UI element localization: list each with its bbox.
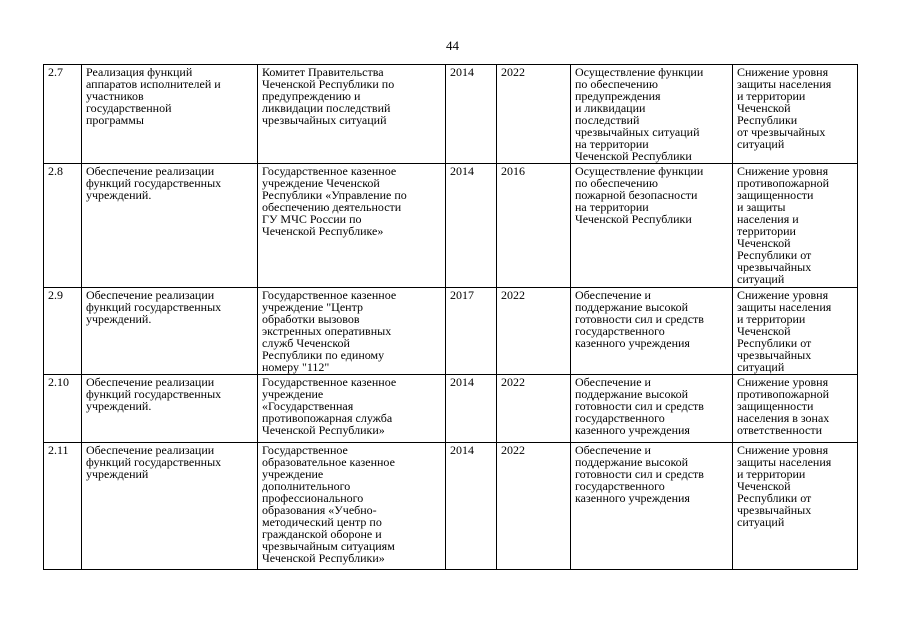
consequence-cell: Снижение уровня противопожарной защищенности и защиты населения и территории Чеченской Республики от чрезвычайных ситуаций	[733, 164, 858, 288]
table-row	[44, 443, 858, 570]
start-year-cell: 2017	[446, 288, 497, 375]
measure-name-cell: Обеспечение реализации функций государственных учреждений.	[82, 164, 258, 288]
start-year-cell: 2014	[446, 65, 497, 164]
measures-table	[43, 64, 858, 570]
expected-result-cell: Осуществление функции по обеспечению пожарной безопасности на территории Чеченской Республики	[571, 164, 733, 288]
consequence-cell: Снижение уровня защиты населения и территории Чеченской Республики от чрезвычайных ситуаций	[733, 288, 858, 375]
consequence-cell: Снижение уровня защиты населения и территории Чеченской Республики от чрезвычайных ситуаций	[733, 65, 858, 164]
end-year-cell: 2016	[497, 164, 571, 288]
measure-name-cell: Обеспечение реализации функций государственных учреждений.	[82, 288, 258, 375]
end-year-cell: 2022	[497, 443, 571, 570]
start-year-cell: 2014	[446, 164, 497, 288]
row-number-cell: 2.8	[44, 164, 82, 288]
end-year-cell: 2022	[497, 375, 571, 443]
row-number-cell: 2.9	[44, 288, 82, 375]
end-year-cell: 2022	[497, 288, 571, 375]
table-row	[44, 288, 858, 375]
measure-name-cell: Реализация функций аппаратов исполнителей и участников государственной программы	[82, 65, 258, 164]
expected-result-cell: Обеспечение и поддержание высокой готовности сил и средств государственного казенного учреждения	[571, 443, 733, 570]
row-number-cell: 2.11	[44, 443, 82, 570]
start-year-cell: 2014	[446, 443, 497, 570]
row-number-cell: 2.10	[44, 375, 82, 443]
expected-result-cell: Обеспечение и поддержание высокой готовности сил и средств государственного казенного учреждения	[571, 288, 733, 375]
page-number: 44	[446, 38, 459, 53]
measure-name-cell: Обеспечение реализации функций государственных учреждений.	[82, 375, 258, 443]
executor-cell: Государственное казенное учреждение Чеченской Республики «Управление по обеспечению деятельности ГУ МЧС России по Чеченской Республике»	[258, 164, 446, 288]
executor-cell: Комитет Правительства Чеченской Республики по предупреждению и ликвидации последствий чрезвычайных ситуаций	[258, 65, 446, 164]
expected-result-cell: Обеспечение и поддержание высокой готовности сил и средств государственного казенного учреждения	[571, 375, 733, 443]
expected-result-cell: Осуществление функции по обеспечению предупреждения и ликвидации последствий чрезвычайных ситуаций на территории Чеченской Республики	[571, 65, 733, 164]
table-row	[44, 375, 858, 443]
end-year-cell: 2022	[497, 65, 571, 164]
executor-cell: Государственное образовательное казенное учреждение дополнительного профессионального образования «Учебно- методический центр по гражданской обороне и чрезвычайным ситуациям Чеченской Республики»	[258, 443, 446, 570]
executor-cell: Государственное казенное учреждение "Центр обработки вызовов экстренных оперативных служб Чеченской Республики по единому номеру "112"	[258, 288, 446, 375]
table-row	[44, 164, 858, 288]
executor-cell: Государственное казенное учреждение «Государственная противопожарная служба Чеченской Республики»	[258, 375, 446, 443]
consequence-cell: Снижение уровня защиты населения и территории Чеченской Республики от чрезвычайных ситуаций	[733, 443, 858, 570]
start-year-cell: 2014	[446, 375, 497, 443]
consequence-cell: Снижение уровня противопожарной защищенности населения в зонах ответственности	[733, 375, 858, 443]
table-row	[44, 65, 858, 164]
measure-name-cell: Обеспечение реализации функций государственных учреждений	[82, 443, 258, 570]
row-number-cell: 2.7	[44, 65, 82, 164]
